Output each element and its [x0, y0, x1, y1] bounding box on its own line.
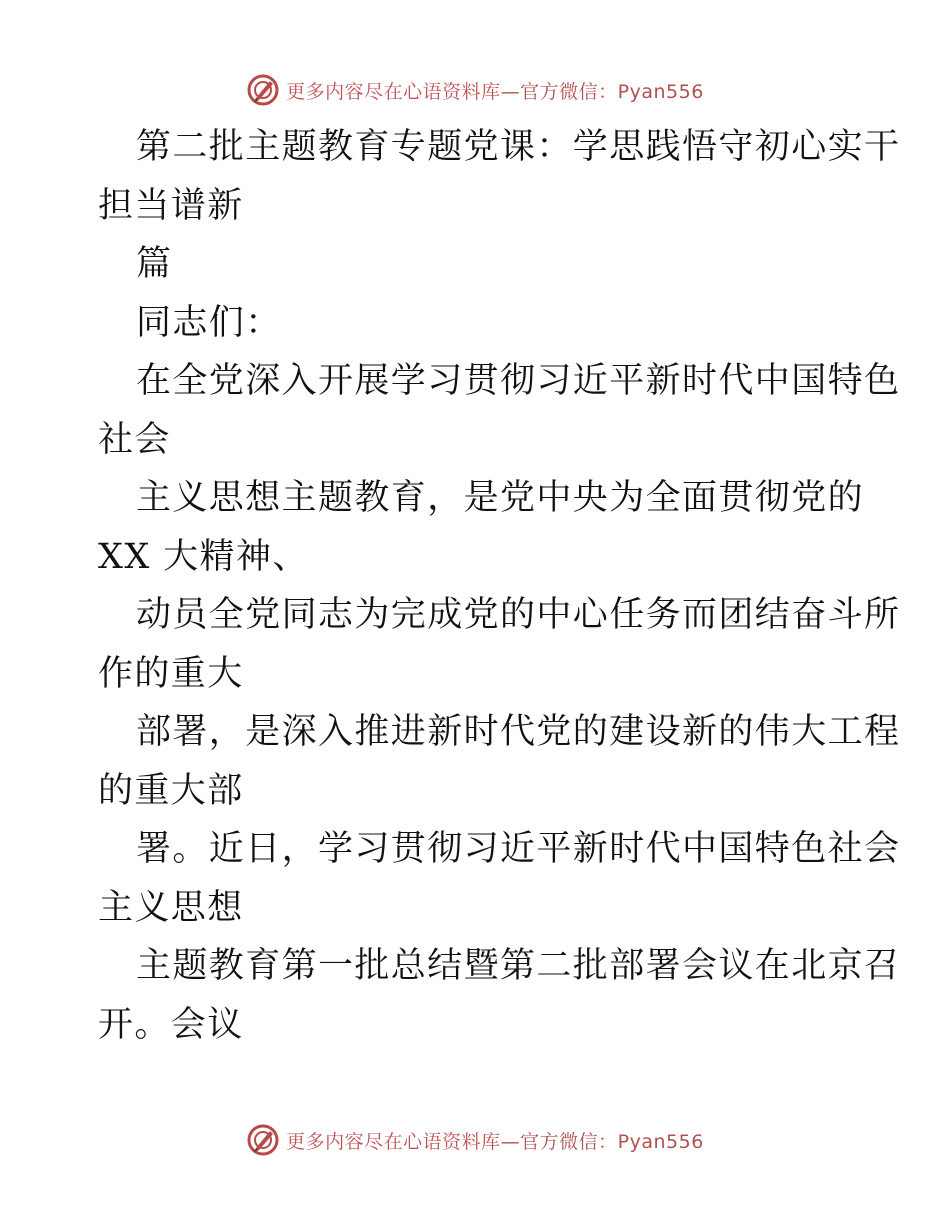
footer-banner-text [286, 1127, 704, 1154]
doc-paragraph-line: 部署，是深入推进新时代党的建设新的伟大工程 [136, 712, 901, 752]
document-body [98, 118, 901, 1054]
doc-paragraph-line: 主义思想主题教育，是党中央为全面贯彻党的 [136, 478, 865, 518]
doc-paragraph-line: 的重大部 [98, 770, 244, 811]
header-banner-text [286, 77, 704, 104]
doc-salutation: 同志们： [136, 302, 282, 343]
doc-paragraph-line: 开。会议 [98, 1004, 244, 1045]
doc-paragraph-line: 主义思想 [98, 887, 244, 928]
doc-title-line-1: 第二批主题教育专题党课：学思践悟守初心实干 [136, 127, 901, 167]
footer-brand-text: 更多内容尽在心语资料库 [286, 1130, 501, 1153]
doc-paragraph-line: 主题教育第一批总结暨第二批部署会议在北京召 [136, 946, 901, 986]
pen-logo-icon [246, 1123, 280, 1157]
doc-paragraph-line: 署。近日，学习贯彻习近平新时代中国特色社会 [136, 829, 901, 869]
doc-paragraph-line: 动员全党同志为完成党的中心任务而团结奋斗所 [136, 595, 901, 635]
pen-logo-icon [246, 73, 280, 107]
doc-paragraph-line: XX 大精神、 [98, 536, 309, 577]
doc-paragraph-line: 社会 [98, 419, 171, 460]
footer-contact-text: —官方微信：Pyan556 [500, 1130, 704, 1153]
doc-title-line-3: 篇 [136, 244, 173, 284]
doc-paragraph-line: 在全党深入开展学习贯彻习近平新时代中国特色 [136, 361, 901, 401]
header-banner [0, 70, 950, 110]
header-contact-text: —官方微信：Pyan556 [500, 80, 704, 103]
doc-paragraph-line: 作的重大 [98, 653, 244, 694]
header-brand-text: 更多内容尽在心语资料库 [286, 80, 501, 103]
doc-title-line-2: 担当谱新 [98, 185, 244, 226]
footer-banner [0, 1120, 950, 1160]
